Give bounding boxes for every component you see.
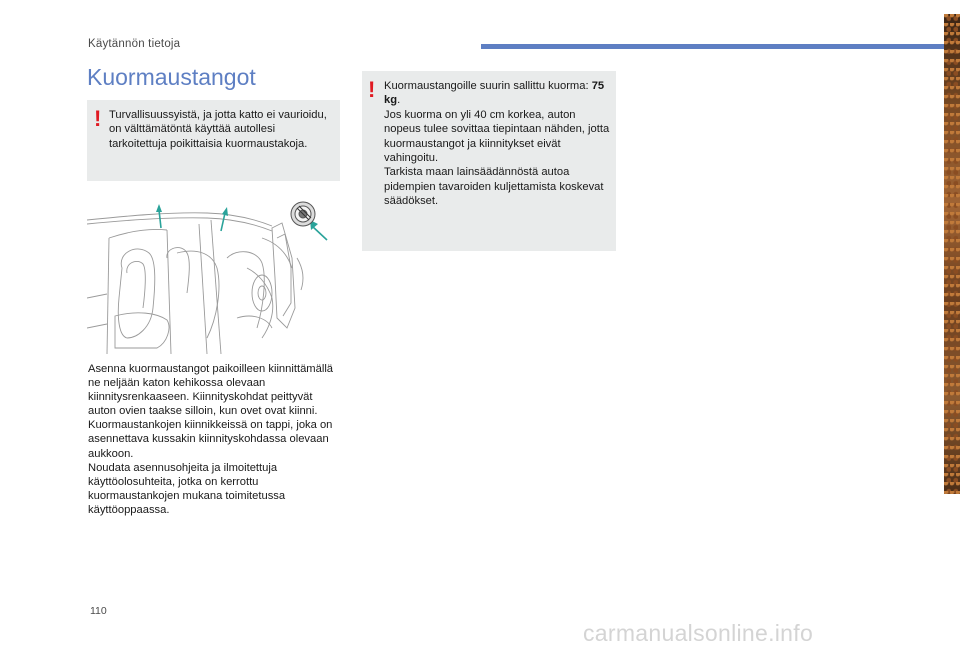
warning-paragraph: Jos kuorma on yli 40 cm korkea, auton nopeus tulee sovittaa tiepintaan nähden, jotta kuormaustangot ja kiinnitykset eivät vahingoitu. xyxy=(384,108,610,165)
section-divider-bar xyxy=(481,44,944,49)
exclamation-icon: ! xyxy=(368,77,376,102)
roof-bar-mounting-illustration xyxy=(87,198,342,356)
warning-paragraph: Tarkista maan lainsäädännöstä autoa pidempien tavaroiden kuljettamista koskevat säädökset. xyxy=(384,166,604,208)
body-text xyxy=(88,362,343,517)
max-load-value: 75 kg xyxy=(384,80,605,107)
body-paragraph: Kuormaustankojen kiinnikkeissä on tappi, joka on asennettava kussakin kiinnityskohdassa olevaan aukkoon. xyxy=(88,419,333,460)
watermark: carmanualsonline.info xyxy=(583,620,814,646)
page-title: Kuormaustangot xyxy=(87,64,256,90)
section-label: Käytännön tietoja xyxy=(88,38,181,50)
warning-box-safety xyxy=(87,100,340,181)
max-load-line: Kuormaustangoille suurin sallittu kuorma: 75 kg. xyxy=(384,80,605,107)
warning-text: Turvallisuussyistä, ja jotta katto ei vaurioidu, on välttämätöntä käyttää autollesi tarkoitettuja poikittaisia kuormaustakoja. xyxy=(109,109,327,150)
page-number: 110 xyxy=(90,605,107,617)
warning-box-load xyxy=(362,71,616,251)
body-paragraph: Asenna kuormaustangot paikoilleen kiinnittämällä ne neljään katon kehikossa olevaan kiinnitysrenkaaseen. Kiinnityskohdat peittyvät auton ovien taakse silloin, kun ovet ovat kiinni. xyxy=(88,363,334,418)
body-paragraph: Noudata asennusohjeita ja ilmoitettuja käyttöolosuhteita, jotka on kerrottu kuormaustankojen mukana toimitetussa käyttöoppaassa. xyxy=(88,461,286,516)
side-photo-strip xyxy=(944,14,960,494)
exclamation-icon: ! xyxy=(94,106,102,131)
warning-text xyxy=(384,79,612,209)
